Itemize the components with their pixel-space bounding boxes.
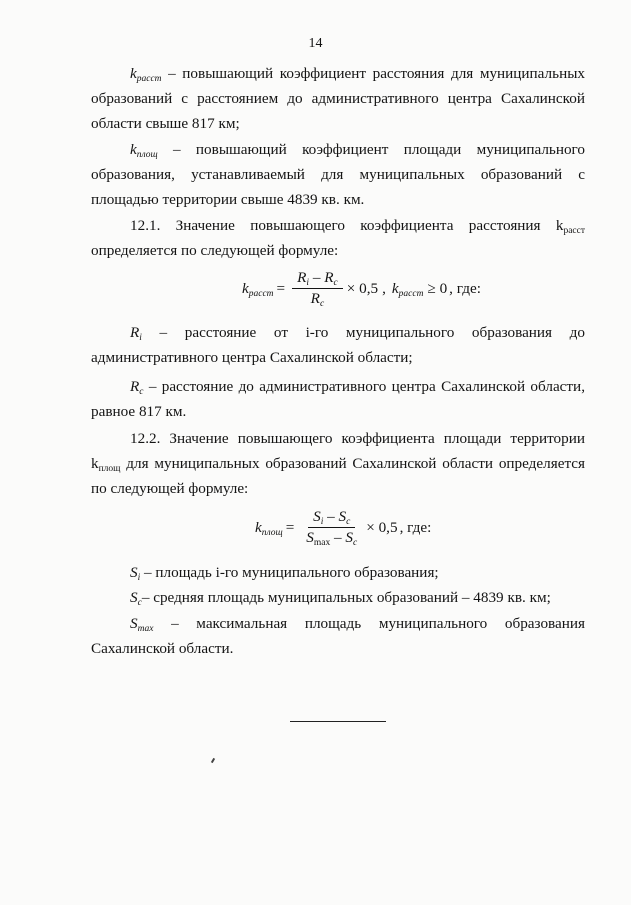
scan-mark <box>211 758 215 763</box>
rc-definition: $R_c$ – расстояние до административного центра Сахалинской области, равное 817 км. <box>91 378 585 420</box>
kplosch-text: – повышающий коэффициент площади муниципального образования, устанавливаемый для муниципальных образований с площадью территории свыше 4839 кв. км. <box>91 141 585 208</box>
formula2-fraction: $\frac{S_i - S_c}{S_{max} - S_c}$ <box>306 508 358 548</box>
formula1-fraction: $\frac{R_i - R_c}{R_c}$ <box>292 268 343 309</box>
section-12-2: 12.2. Значение повышающего коэффициента площади территории $k_{площ}$ для муниципальных образований Сахалинской области определяется по следующей формуле: <box>91 430 585 497</box>
si-definition: $S_i$ – площадь i-го муниципального образования; <box>130 564 439 583</box>
formula-distance-coefficient: $k_{расст}$ = $\frac{R_i - R_c}{R_c}$ × 0,5 , $k_{расст}$ ≥ 0 , где: <box>242 269 481 309</box>
formula-area-coefficient: $k_{площ}$ = $\frac{S_i - S_c}{S_{max} - S_c}$ × 0,5 , где: <box>255 508 432 548</box>
smax-definition: $S_{max}$ – максимальная площадь муниципального образования Сахалинской области. <box>91 615 585 657</box>
krasst-symbol: $k_{расст}$ <box>130 65 162 84</box>
kplosch-symbol: $k_{площ}$ <box>130 141 158 160</box>
kplosch-definition <box>91 137 585 212</box>
krasst-text: – повышающий коэффициент расстояния для муниципальных образований с расстоянием до административного центра Сахалинской области свыше 817 км; <box>91 65 585 132</box>
section-12-1: 12.1. Значение повышающего коэффициента расстояния $k_{расст}$ определяется по следующей формуле: <box>91 217 585 259</box>
ri-definition: $R_i$ – расстояние от i-го муниципального образования до административного центра Сахалинской области; <box>91 324 585 366</box>
page-number: 14 <box>308 36 323 51</box>
krasst-definition <box>91 61 585 136</box>
sc-definition: $S_c-$ средняя площадь муниципальных образований – 4839 кв. км; <box>130 589 551 608</box>
end-separator-line <box>290 721 386 722</box>
